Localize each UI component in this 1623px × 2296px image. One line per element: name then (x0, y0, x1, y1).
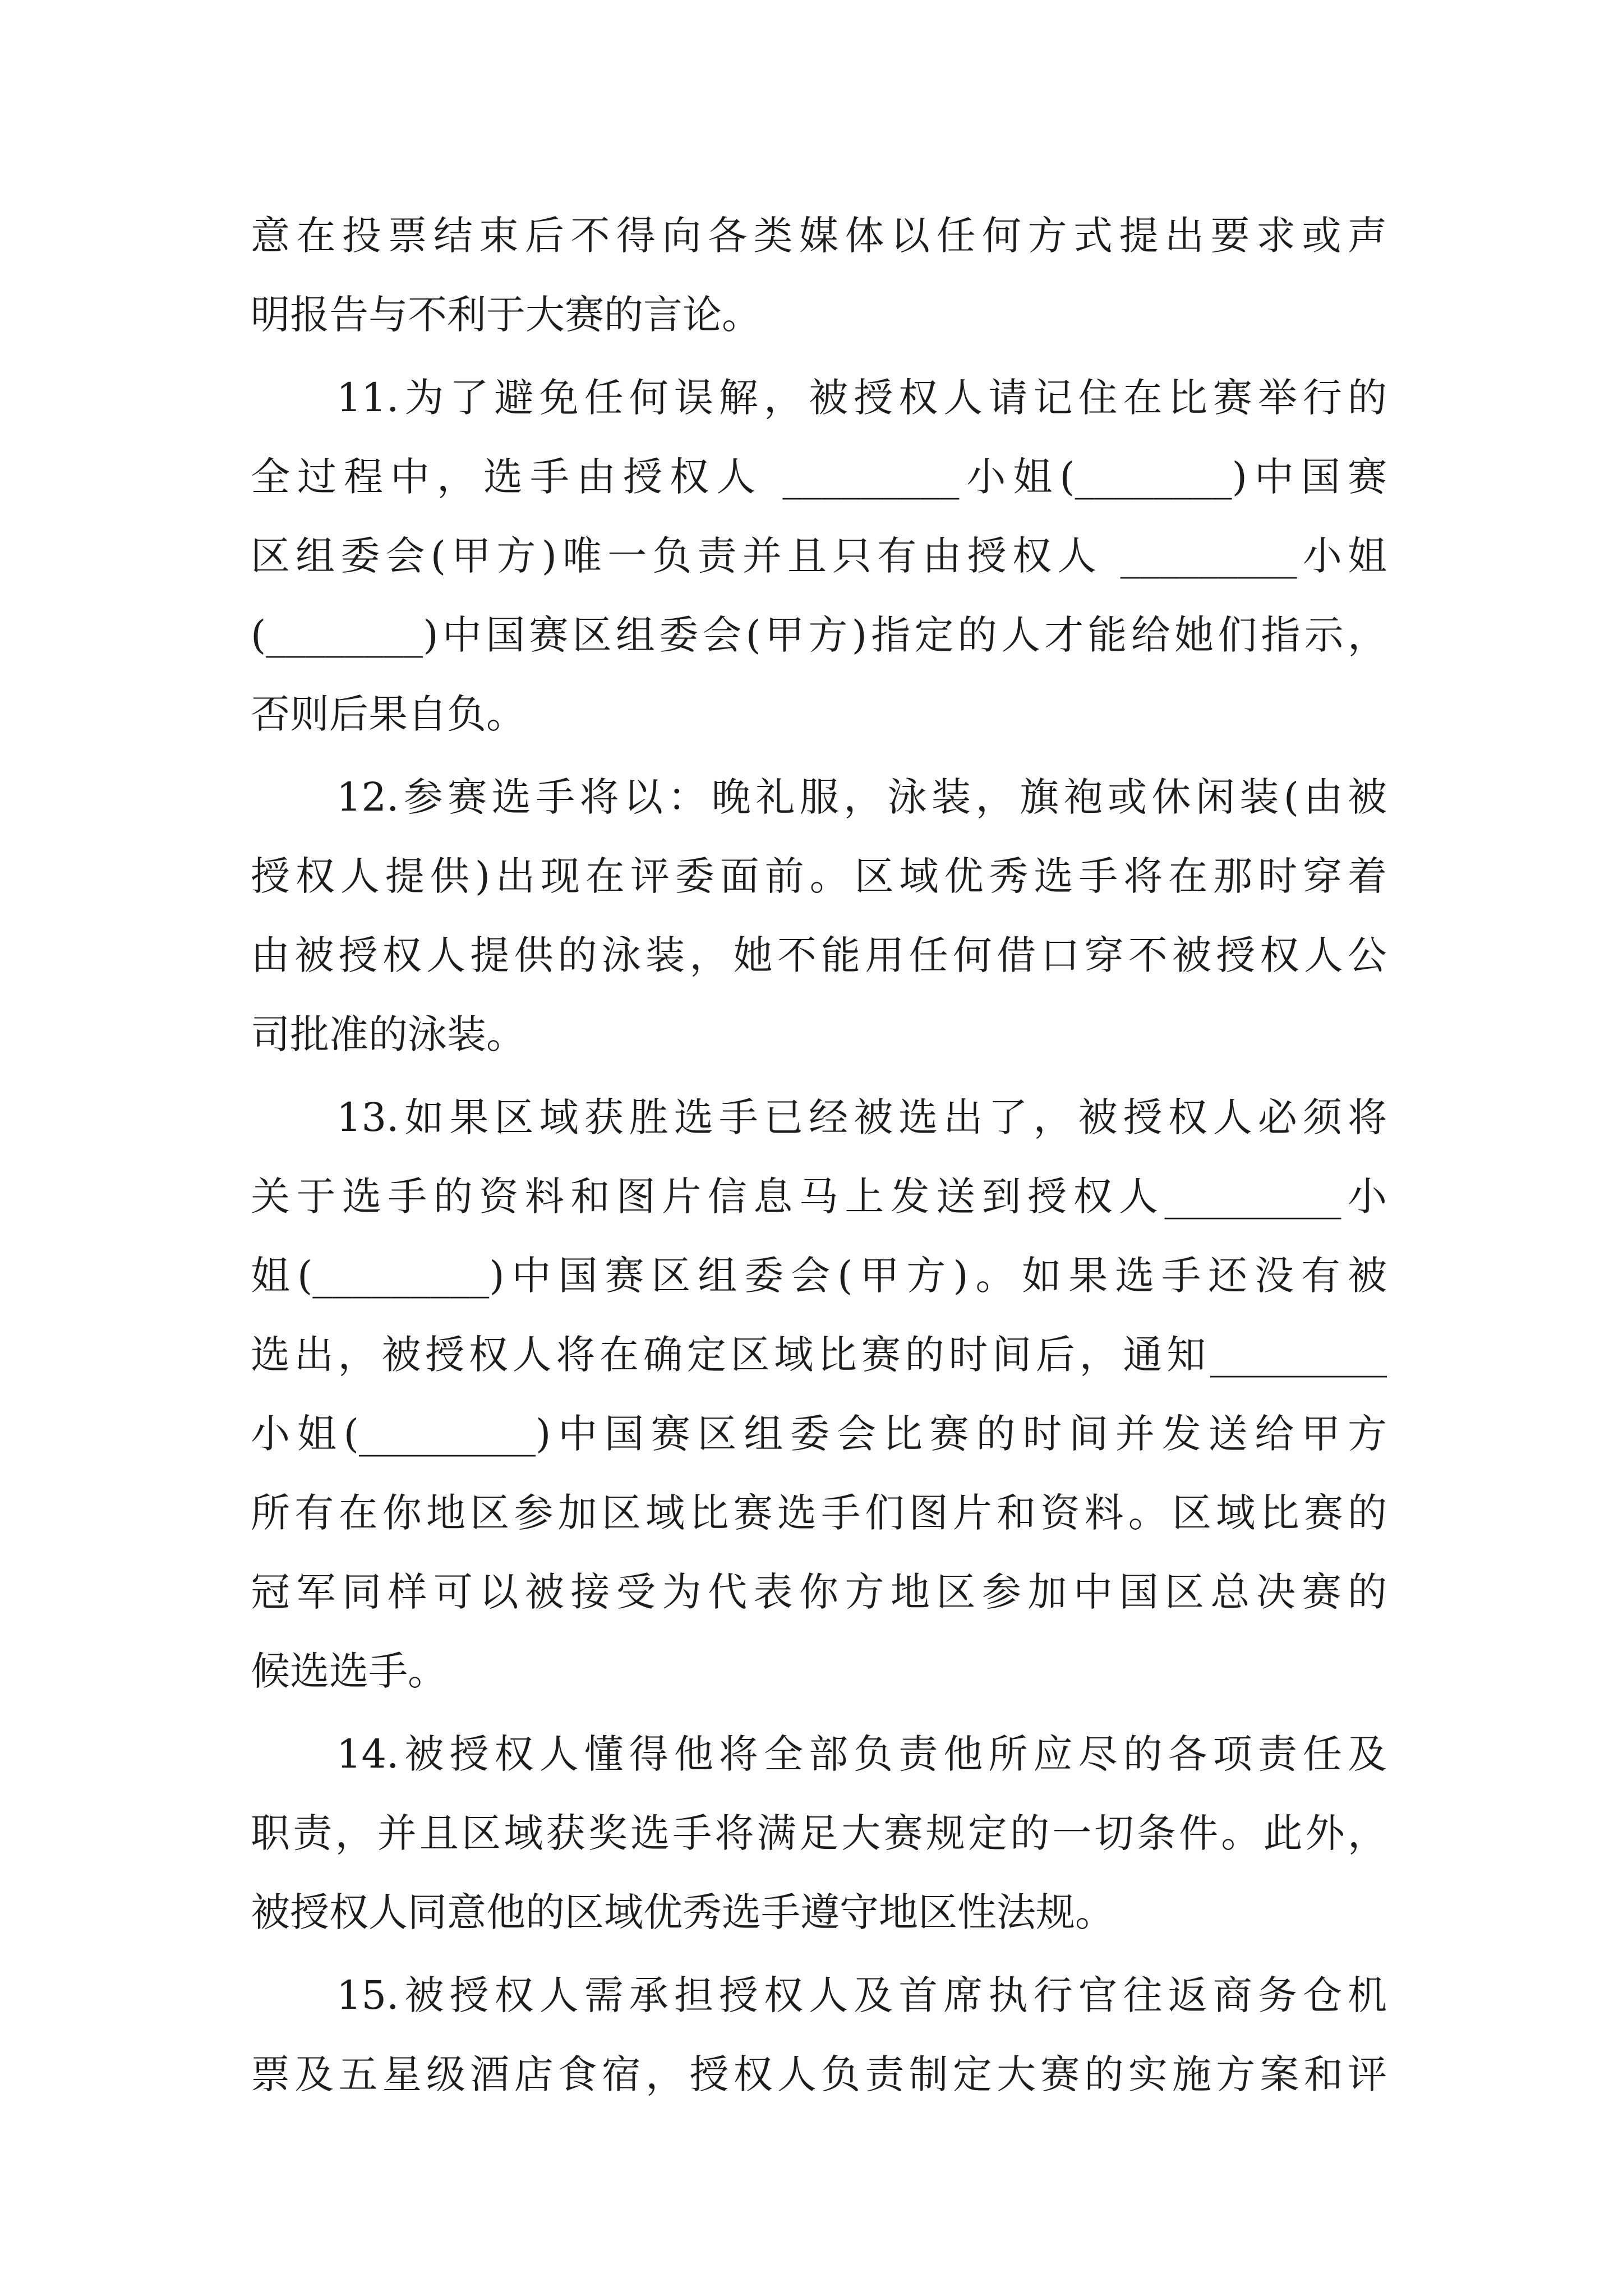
paragraph-line: 12.参赛选手将以：晚礼服，泳装，旗袍或休闲装(由被 (336, 774, 1387, 820)
paragraph-line: (________)中国赛区组委会(甲方)指定的人才能给她们指示， (251, 612, 1387, 658)
paragraph-line: 否则后果自负。 (251, 691, 525, 737)
paragraph-line: 冠军同样可以被接受为代表你方地区参加中国区总决赛的 (251, 1569, 1387, 1615)
paragraph-line: 区组委会(甲方)唯一负责并且只有由授权人 _________小姐 (251, 533, 1387, 579)
paragraph-line: 明报告与不利于大赛的言论。 (251, 292, 761, 338)
paragraph-line: 职责，并且区域获奖选手将满足大赛规定的一切条件。此外， (251, 1810, 1387, 1856)
paragraph-line: 小姐(_________)中国赛区组委会比赛的时间并发送给甲方 (251, 1411, 1387, 1457)
document-body (251, 196, 1387, 2118)
paragraph-line: 11.为了避免任何误解，被授权人请记住在比赛举行的 (336, 375, 1387, 421)
paragraph-11 (251, 358, 1387, 754)
paragraph-line: 意在投票结束后不得向各类媒体以任何方式提出要求或声 (251, 213, 1387, 259)
paragraph-continuation (251, 196, 1387, 355)
paragraph-line: 全过程中，选手由授权人 _________小姐(________)中国赛 (251, 454, 1387, 500)
paragraph-line: 票及五星级酒店食宿，授权人负责制定大赛的实施方案和评 (251, 2051, 1387, 2097)
paragraph-line: 所有在你地区参加区域比赛选手们图片和资料。区域比赛的 (251, 1490, 1387, 1536)
paragraph-line: 14.被授权人懂得他将全部负责他所应尽的各项责任及 (336, 1731, 1387, 1777)
paragraph-line: 授权人提供)出现在评委面前。区域优秀选手将在那时穿着 (251, 853, 1387, 899)
paragraph-line: 被授权人同意他的区域优秀选手遵守地区性法规。 (251, 1889, 1114, 1935)
paragraph-line: 关于选手的资料和图片信息马上发送到授权人_________小 (251, 1174, 1387, 1220)
paragraph-line: 15.被授权人需承担授权人及首席执行官往返商务仓机 (336, 1972, 1387, 2018)
paragraph-line: 选出，被授权人将在确定区域比赛的时间后，通知_________ (251, 1332, 1387, 1378)
paragraph-line: 司批准的泳装。 (251, 1011, 525, 1057)
paragraph-14 (251, 1715, 1387, 1952)
paragraph-line: 姐(_________)中国赛区组委会(甲方)。如果选手还没有被 (251, 1253, 1387, 1299)
paragraph-15 (251, 1956, 1387, 2114)
paragraph-line: 13.如果区域获胜选手已经被选出了，被授权人必须将 (336, 1094, 1387, 1140)
paragraph-13 (251, 1078, 1387, 1711)
paragraph-line: 由被授权人提供的泳装，她不能用任何借口穿不被授权人公 (251, 932, 1387, 978)
paragraph-12 (251, 758, 1387, 1074)
paragraph-line: 候选选手。 (251, 1648, 447, 1694)
